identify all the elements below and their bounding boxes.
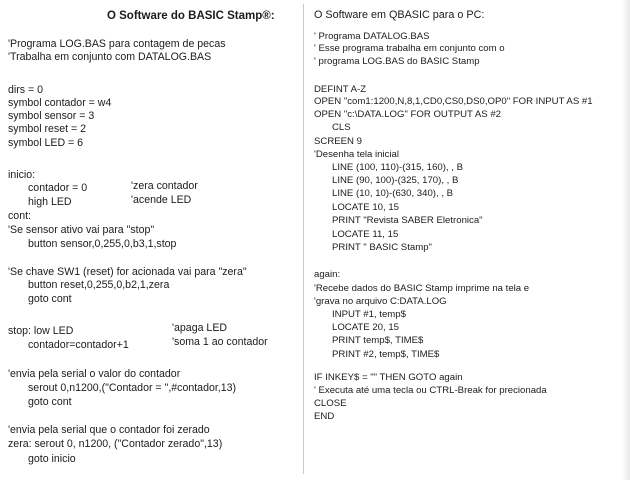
code-line: LOCATE 11, 15 — [332, 229, 399, 240]
code-line: CLS — [332, 122, 351, 133]
code-line: ' Executa até uma tecla ou CTRL-Break for precionada — [314, 385, 547, 396]
code-line: OPEN "c:\DATA.LOG" FOR OUTPUT AS #2 — [314, 109, 501, 120]
code-line: 'Trabalha em conjunto com DATALOG.BAS — [8, 51, 212, 63]
code-line: LINE (10, 10)-(630, 340), , B — [332, 188, 454, 199]
right-column-qbasic — [305, 0, 630, 480]
code-line: 'Recebe dados do BASIC Stamp imprime na tela e — [314, 283, 530, 294]
code-line: 'Se chave SW1 (reset) for acionada vai para "zera" — [8, 266, 247, 278]
code-comment: 'soma 1 ao contador — [172, 336, 268, 348]
code-line: goto cont — [28, 396, 72, 408]
code-line: 'Programa LOG.BAS para contagem de pecas — [8, 38, 226, 50]
code-line: symbol reset = 2 — [8, 123, 87, 135]
code-line: goto inicio — [28, 453, 76, 465]
code-line: cont: — [8, 210, 31, 222]
code-line: button reset,0,255,0,b2,1,zera — [28, 279, 170, 291]
code-line: dirs = 0 — [8, 84, 44, 96]
code-line: 'grava no arquivo C:DATA.LOG — [314, 296, 447, 307]
code-line: END — [314, 411, 335, 422]
code-line: symbol LED = 6 — [8, 137, 84, 149]
code-line: ' Programa DATALOG.BAS — [314, 31, 430, 42]
left-column-title: O Software do BASIC Stamp®: — [107, 10, 275, 22]
code-line: DEFINT A-Z — [314, 84, 367, 95]
code-line: PRINT #2, temp$, TIME$ — [332, 349, 440, 360]
code-line: PRINT " BASIC Stamp" — [332, 242, 432, 253]
code-line: 'Desenha tela inicial — [314, 149, 400, 160]
code-line: CLOSE — [314, 398, 347, 409]
code-line: zera: serout 0, n1200, ("Contador zerado",13) — [8, 438, 223, 450]
code-line: contador=contador+1 — [28, 339, 129, 351]
right-column-title: O Software em QBASIC para o PC: — [314, 9, 485, 21]
code-line: inicio: — [8, 169, 36, 181]
code-line: LINE (100, 110)-(315, 160), , B — [332, 162, 464, 173]
code-line: 'Se sensor ativo vai para "stop" — [8, 224, 155, 236]
code-line: PRINT temp$, TIME$ — [332, 335, 424, 346]
code-line: LOCATE 10, 15 — [332, 202, 400, 213]
code-line: ' programa LOG.BAS do BASIC Stamp — [314, 56, 480, 67]
left-column-basic-stamp — [0, 0, 305, 480]
code-comment: 'apaga LED — [172, 322, 228, 334]
code-line: INPUT #1, temp$ — [332, 309, 406, 320]
code-line: 'envia pela serial que o contador foi zerado — [8, 424, 210, 436]
code-line: LOCATE 20, 15 — [332, 322, 400, 333]
code-line: again: — [314, 269, 341, 280]
code-line: symbol contador = w4 — [8, 97, 112, 109]
code-line: contador = 0 — [28, 182, 88, 194]
code-line: stop: low LED — [8, 325, 74, 337]
code-line: SCREEN 9 — [314, 136, 362, 147]
code-line: 'envia pela serial o valor do contador — [8, 368, 181, 380]
code-line: button sensor,0,255,0,b3,1,stop — [28, 238, 177, 250]
code-comment: 'zera contador — [131, 180, 198, 192]
code-line: OPEN "com1:1200,N,8,1,CD0,CS0,DS0,OP0" FOR INPUT AS #1 — [314, 96, 593, 107]
code-line: goto cont — [28, 293, 72, 305]
code-line: symbol sensor = 3 — [8, 110, 95, 122]
code-line: ' Esse programa trabalha em conjunto com o — [314, 43, 505, 54]
code-line: PRINT "Revista SABER Eletronica" — [332, 215, 483, 226]
code-line: IF INKEY$ = "" THEN GOTO again — [314, 372, 463, 383]
code-comment: 'acende LED — [131, 194, 192, 206]
code-line: LINE (90, 100)-(325, 170), , B — [332, 175, 459, 186]
code-line: high LED — [28, 196, 72, 208]
code-line: serout 0,n1200,("Contador = ",#contador,13) — [28, 382, 237, 394]
